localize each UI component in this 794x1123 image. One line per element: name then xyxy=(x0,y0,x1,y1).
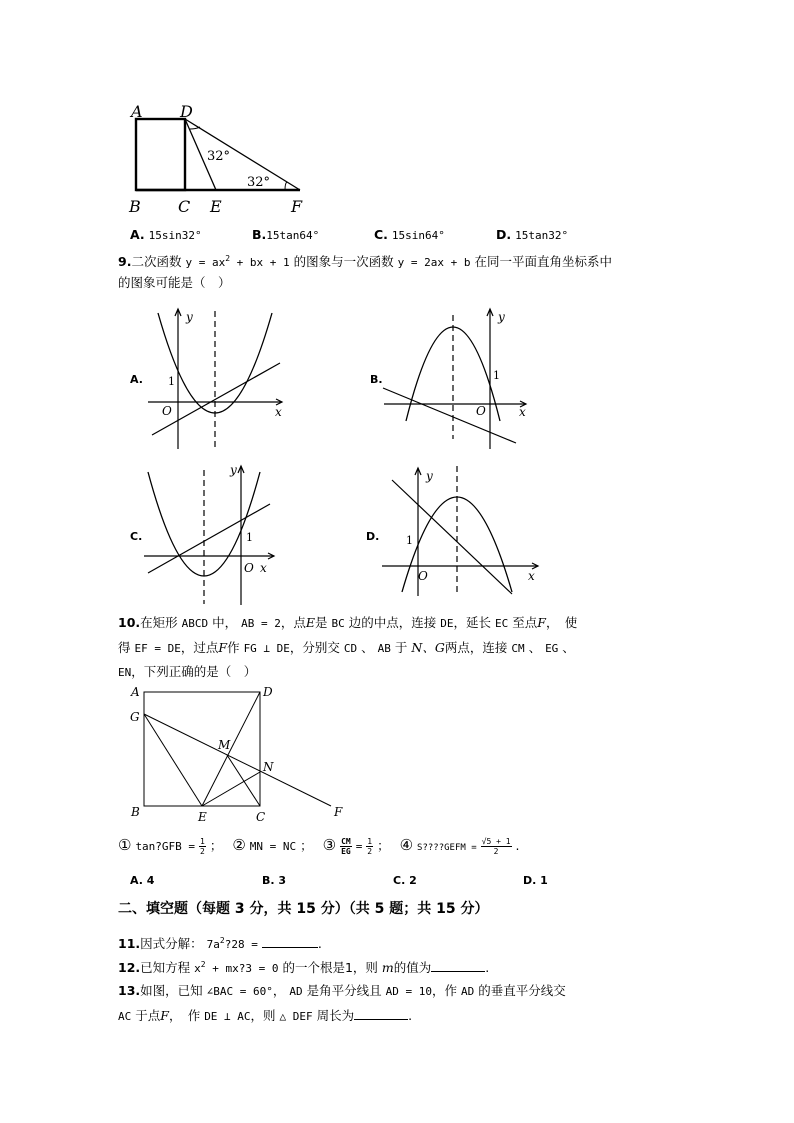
fig8-label-f: F xyxy=(291,197,303,216)
fig8-label-c: C xyxy=(178,197,191,216)
svg-text:N: N xyxy=(263,760,274,774)
q9-graph-c-label: C. xyxy=(130,530,143,543)
q9-line1: 9.二次函数 $y = ax^2$ + bx + 1 的图象与一次函数 y = 2ax + b 在同一平面直角坐标系中 xyxy=(118,254,612,270)
svg-text:x: x xyxy=(275,405,282,419)
fig8-angle-f: 32° xyxy=(247,175,271,190)
svg-text:M: M xyxy=(218,738,231,752)
q9-graph-c xyxy=(140,460,280,608)
svg-text:x: x xyxy=(528,569,535,583)
svg-text:O: O xyxy=(418,569,428,583)
svg-text:1: 1 xyxy=(246,531,253,544)
q10-figure xyxy=(125,683,355,823)
q9-graph-a-label: A. xyxy=(130,373,143,386)
svg-text:D: D xyxy=(263,685,273,699)
fig8-label-e: E xyxy=(210,197,222,216)
q9-graph-a xyxy=(140,303,290,453)
fig8-label-a: A xyxy=(131,102,143,121)
q9-graph-d xyxy=(378,462,548,602)
fig8-label-b: B xyxy=(129,197,141,216)
q9-line2: 的图象可能是（ ） xyxy=(118,275,231,290)
q8-option-d: D. 15tan32° xyxy=(496,227,569,242)
q11: 11.因式分解： $7a^2?28$ = . xyxy=(118,936,322,952)
q10-line1: 10.在矩形 ABCD 中， AB = 2，点E是 BC 边的中点，连接 DE，延长 EC 至点F， 使 xyxy=(118,615,578,630)
svg-text:1: 1 xyxy=(493,369,500,382)
q10-statements: ① tan?GFB = $\frac{1}{2}$ ； ② MN = NC ； ③ $\frac{CM}{EG}$ = $\frac{1}{2}$ ； ④ S????GEFM = $\frac{√5 + 1}{2}$ . xyxy=(118,836,520,856)
q10-option-c: C. 2 xyxy=(393,874,417,887)
svg-text:O: O xyxy=(244,561,254,575)
svg-text:B: B xyxy=(131,805,140,819)
q8-figure xyxy=(125,98,315,218)
svg-text:C: C xyxy=(256,810,266,823)
svg-text:F: F xyxy=(334,805,343,819)
q9-graph-d-label: D. xyxy=(366,530,380,543)
q12: 12.已知方程 $x^2$ + mx?3 = 0 的一个根是1，则 m的值为 . xyxy=(118,960,490,976)
svg-text:y: y xyxy=(498,310,505,324)
q13-line2: AC 于点F， 作 DE ⊥ AC，则 △ DEF 周长为 . xyxy=(118,1008,413,1023)
svg-text:1: 1 xyxy=(168,375,175,388)
q8-option-c: C. 15sin64° xyxy=(374,227,445,242)
q10-line2: 得 EF = DE，过点F作 FG ⊥ DE，分别交 CD 、 AB 于 N、G两点，连接 CM 、 EG 、 xyxy=(118,640,575,655)
q10-option-b: B. 3 xyxy=(262,874,287,887)
fig8-angle-d: 32° xyxy=(207,149,231,164)
q10-line3: EN，下列正确的是（ ） xyxy=(118,664,257,679)
q9-graph-b-label: B. xyxy=(370,373,383,386)
svg-text:1: 1 xyxy=(406,534,413,547)
svg-text:A: A xyxy=(131,685,140,699)
svg-text:y: y xyxy=(186,310,193,324)
q9-graph-b xyxy=(378,303,530,453)
svg-text:x: x xyxy=(260,561,267,575)
svg-text:O: O xyxy=(476,404,486,418)
q8-option-a: A. 15sin32° xyxy=(130,227,202,242)
svg-text:G: G xyxy=(130,710,140,724)
q10-option-d: D. 1 xyxy=(523,874,548,887)
q8-option-b: B.15tan64° xyxy=(252,227,320,242)
q10-option-a: A. 4 xyxy=(130,874,155,887)
q13-line1: 13.如图，已知 ∠BAC = 60°， AD 是角平分线且 AD = 10，作 AD 的垂直平分线交 xyxy=(118,983,566,998)
svg-text:y: y xyxy=(230,463,237,477)
fig8-label-d: D xyxy=(180,102,193,121)
svg-text:E: E xyxy=(198,810,207,823)
svg-text:O: O xyxy=(162,404,172,418)
svg-text:x: x xyxy=(519,405,526,419)
svg-text:y: y xyxy=(426,469,433,483)
section2-title: 二、填空题（每题 3 分，共 15 分）（共 5 题；共 15 分） xyxy=(118,901,489,917)
